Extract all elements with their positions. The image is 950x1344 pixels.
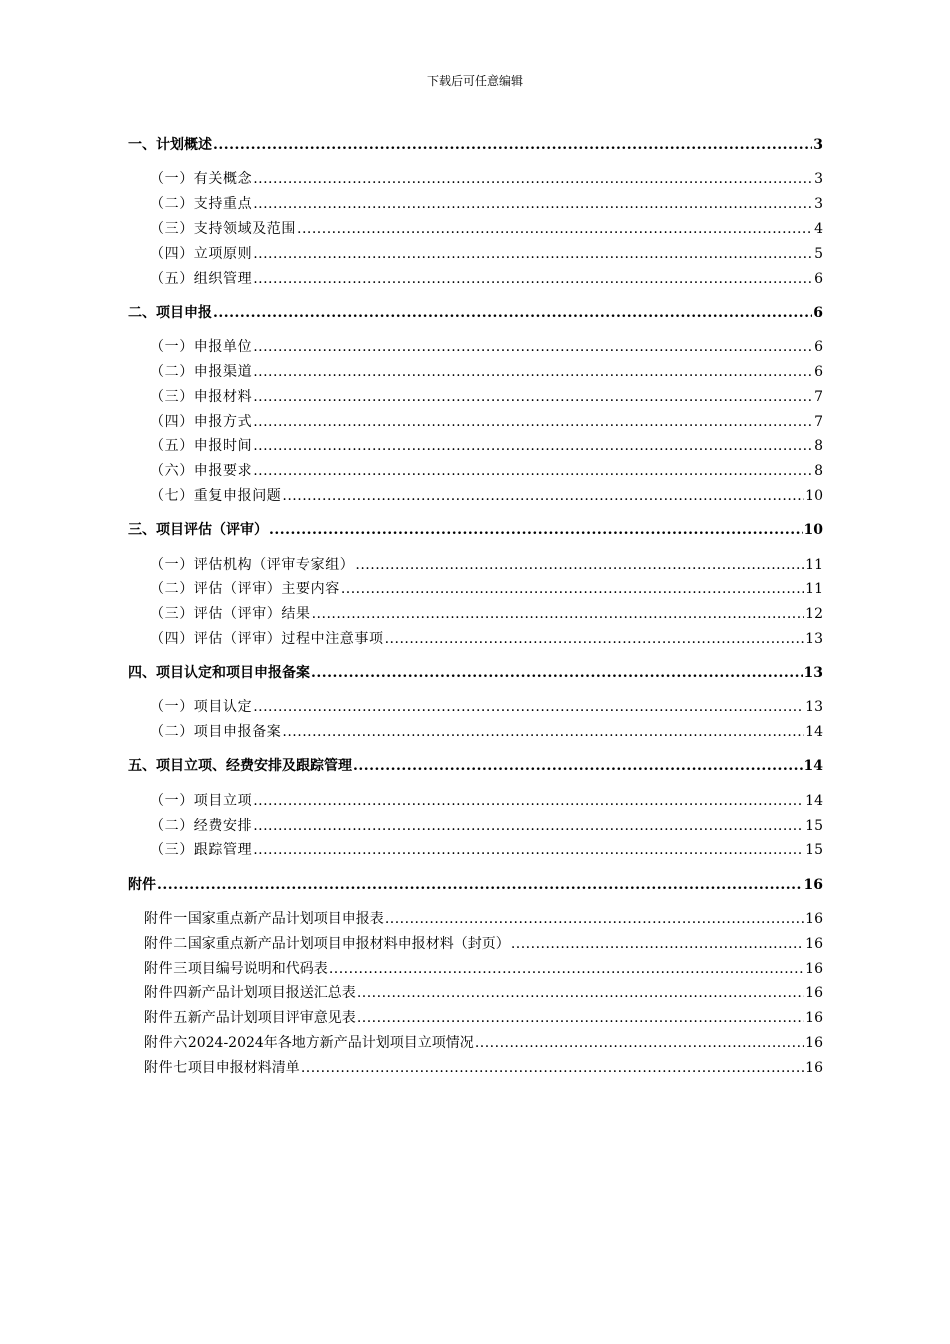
toc-entry-label: （五）组织管理 — [150, 270, 253, 287]
toc-subsection-item[interactable] — [128, 361, 823, 386]
toc-subsection-item[interactable] — [128, 815, 823, 840]
toc-entry-label: 项目编号说明和代码表 — [187, 960, 328, 977]
toc-entry-label: （四）评估（评审）过程中注意事项 — [150, 630, 384, 647]
toc-page-number: 16 — [805, 985, 823, 1002]
toc-dot-leader — [341, 581, 804, 597]
toc-dot-leader — [253, 246, 813, 262]
toc-section-heading[interactable] — [128, 662, 823, 687]
toc-subsection-item[interactable] — [128, 721, 823, 746]
toc-dot-leader — [329, 961, 804, 977]
header-note: 下载后可任意编辑 — [426, 74, 523, 88]
toc-subsection-item[interactable] — [128, 168, 823, 193]
toc-subsection-item[interactable] — [128, 839, 823, 864]
toc-entry-label: （三）支持领域及范围 — [150, 220, 296, 237]
toc-page-number: 7 — [814, 413, 823, 430]
toc-entry-label: （一）项目立项 — [150, 792, 253, 809]
toc-page-number: 13 — [805, 699, 823, 716]
toc-page-number: 10 — [803, 522, 823, 539]
toc-page-number: 13 — [805, 630, 823, 647]
toc-entry-label: 一、计划概述 — [128, 137, 212, 153]
toc-page-number: 3 — [814, 196, 823, 213]
toc-page-number: 10 — [805, 487, 823, 504]
toc-subsection-item[interactable] — [128, 603, 823, 628]
toc-section-heading[interactable] — [128, 302, 823, 327]
toc-appendix-item[interactable] — [128, 982, 823, 1007]
toc-entry-label: （一）申报单位 — [150, 339, 253, 356]
toc-entry-label: （二）申报渠道 — [150, 363, 253, 380]
toc-appendix-item[interactable] — [128, 933, 823, 958]
toc-dot-leader — [253, 171, 813, 187]
toc-subsection-item[interactable] — [128, 193, 823, 218]
toc-page-number: 15 — [805, 842, 823, 859]
toc-page-number: 6 — [813, 304, 823, 321]
toc-page-number: 6 — [814, 363, 823, 380]
toc-dot-leader — [297, 221, 813, 237]
toc-page-number: 16 — [805, 1010, 823, 1027]
toc-entry-label: （四）立项原则 — [150, 245, 253, 262]
toc-dot-leader — [311, 665, 803, 681]
toc-entry-label: （六）申报要求 — [150, 463, 253, 480]
toc-entry-label: 五、项目立项、经费安排及跟踪管理 — [128, 758, 352, 775]
toc-dot-leader — [213, 137, 812, 153]
toc-entry-label: 国家重点新产品计划项目申报表 — [187, 911, 384, 928]
toc-dot-leader — [475, 1035, 804, 1051]
toc-appendix-item[interactable] — [128, 1032, 823, 1057]
toc-entry-label: （三）跟踪管理 — [150, 842, 253, 859]
toc-dot-leader — [253, 339, 813, 355]
toc-dot-leader — [312, 606, 805, 622]
toc-appendix-item[interactable] — [128, 1007, 823, 1032]
toc-entry-label: 新产品计划项目评审意见表 — [187, 1010, 356, 1027]
toc-dot-leader — [385, 911, 804, 927]
toc-dot-leader — [357, 985, 804, 1001]
toc-entry-label: （二）经费安排 — [150, 817, 253, 834]
toc-entry-label: 新产品计划项目报送汇总表 — [187, 985, 356, 1002]
toc-dot-leader — [253, 389, 813, 405]
toc-page-number: 5 — [814, 245, 823, 262]
toc-page-number: 11 — [805, 556, 823, 573]
toc-page-number: 16 — [805, 1059, 823, 1076]
toc-subsection-item[interactable] — [128, 411, 823, 436]
toc-dot-leader — [385, 631, 805, 647]
toc-dot-leader — [269, 522, 803, 538]
toc-subsection-item[interactable] — [128, 628, 823, 653]
toc-dot-leader — [253, 271, 813, 287]
toc-page-number: 16 — [805, 960, 823, 977]
toc-page-number: 16 — [805, 1035, 823, 1052]
toc-subsection-item[interactable] — [128, 696, 823, 721]
toc-dot-leader — [253, 793, 804, 809]
toc-dot-leader — [213, 305, 812, 321]
toc-entry-label: 四、项目认定和项目申报备案 — [128, 665, 310, 682]
toc-entry-label: 项目申报材料清单 — [187, 1059, 300, 1076]
toc-subsection-item[interactable] — [128, 554, 823, 579]
toc-appendix-item[interactable] — [128, 958, 823, 983]
toc-dot-leader — [511, 936, 804, 952]
toc-page-number: 3 — [814, 171, 823, 188]
toc-section-heading[interactable] — [128, 755, 823, 780]
toc-subsection-item[interactable] — [128, 336, 823, 361]
toc-dot-leader — [301, 1060, 804, 1076]
toc-dot-leader — [357, 1010, 804, 1026]
toc-page-number: 12 — [805, 606, 823, 623]
toc-page-number: 14 — [805, 792, 823, 809]
toc-entry-label: （五）申报时间 — [150, 438, 253, 455]
toc-page-number: 16 — [805, 911, 823, 928]
toc-appendix-prefix: 附件六 — [144, 1035, 188, 1052]
toc-page-number: 7 — [814, 388, 823, 405]
toc-entry-label: 2024-2024年各地方新产品计划项目立项情况 — [187, 1035, 474, 1052]
toc-entry-label: （二）评估（评审）主要内容 — [150, 581, 340, 598]
toc-page-number: 14 — [805, 724, 823, 741]
toc-section-heading[interactable] — [128, 519, 823, 544]
toc-entry-label: （二）项目申报备案 — [150, 724, 282, 741]
toc-appendix-item[interactable] — [128, 908, 823, 933]
toc-dot-leader — [253, 438, 813, 454]
toc-entry-label: 二、项目申报 — [128, 304, 212, 321]
toc-dot-leader — [253, 699, 804, 715]
toc-entry-label: （三）评估（评审）结果 — [150, 606, 311, 623]
toc-page-number: 6 — [814, 339, 823, 356]
toc-subsection-item[interactable] — [128, 790, 823, 815]
toc-entry-label: （一）有关概念 — [150, 171, 253, 188]
toc-page-number: 13 — [803, 665, 823, 682]
toc-entry-label: 三、项目评估（评审） — [128, 522, 268, 539]
toc-subsection-item[interactable] — [128, 435, 823, 460]
toc-page-number: 8 — [814, 438, 823, 455]
toc-appendix-prefix: 附件四 — [144, 985, 188, 1002]
toc-entry-label: （二）支持重点 — [150, 196, 253, 213]
toc-dot-leader — [253, 463, 813, 479]
toc-appendix-prefix: 附件五 — [144, 1010, 188, 1027]
toc-dot-leader — [157, 877, 803, 893]
toc-subsection-item[interactable] — [128, 218, 823, 243]
toc-entry-label: （七）重复申报问题 — [150, 487, 282, 504]
toc-entry-label: 国家重点新产品计划项目申报材料申报材料（封页） — [187, 935, 510, 952]
toc-entry-label: （一）评估机构（评审专家组） — [150, 556, 355, 573]
toc-section-heading[interactable] — [128, 874, 823, 899]
toc-appendix-prefix: 附件二 — [144, 935, 188, 952]
toc-appendix-prefix: 附件三 — [144, 960, 188, 977]
toc-page-number: 4 — [814, 220, 823, 237]
toc-page-number: 3 — [813, 137, 823, 153]
toc-page-number: 15 — [805, 817, 823, 834]
toc-subsection-item[interactable] — [128, 268, 823, 293]
toc-dot-leader — [253, 842, 804, 858]
toc-page-number: 8 — [814, 463, 823, 480]
toc-page-number: 11 — [805, 581, 823, 598]
toc-entry-label: （一）项目认定 — [150, 699, 253, 716]
toc-entry-label: （三）申报材料 — [150, 388, 253, 405]
toc-subsection-item[interactable] — [128, 386, 823, 411]
toc-subsection-item[interactable] — [128, 243, 823, 268]
toc-entry-label: 附件 — [128, 876, 156, 893]
toc-dot-leader — [282, 724, 804, 740]
toc-dot-leader — [353, 758, 803, 774]
toc-entry-label: （四）申报方式 — [150, 413, 253, 430]
table-of-contents — [128, 134, 823, 1082]
toc-section-heading[interactable] — [128, 134, 823, 159]
toc-dot-leader — [253, 818, 804, 834]
toc-page-number: 6 — [814, 270, 823, 287]
toc-appendix-prefix: 附件七 — [144, 1059, 188, 1076]
toc-page-number: 16 — [803, 876, 823, 893]
toc-appendix-item[interactable] — [128, 1057, 823, 1082]
toc-page-number: 14 — [803, 758, 823, 775]
toc-subsection-item[interactable] — [128, 485, 823, 510]
toc-subsection-item[interactable] — [128, 578, 823, 603]
toc-appendix-prefix: 附件一 — [144, 911, 188, 928]
toc-dot-leader — [282, 488, 804, 504]
toc-dot-leader — [355, 557, 804, 573]
toc-subsection-item[interactable] — [128, 460, 823, 485]
toc-dot-leader — [253, 364, 813, 380]
toc-dot-leader — [253, 196, 813, 212]
toc-page-number: 16 — [805, 935, 823, 952]
toc-dot-leader — [253, 414, 813, 430]
